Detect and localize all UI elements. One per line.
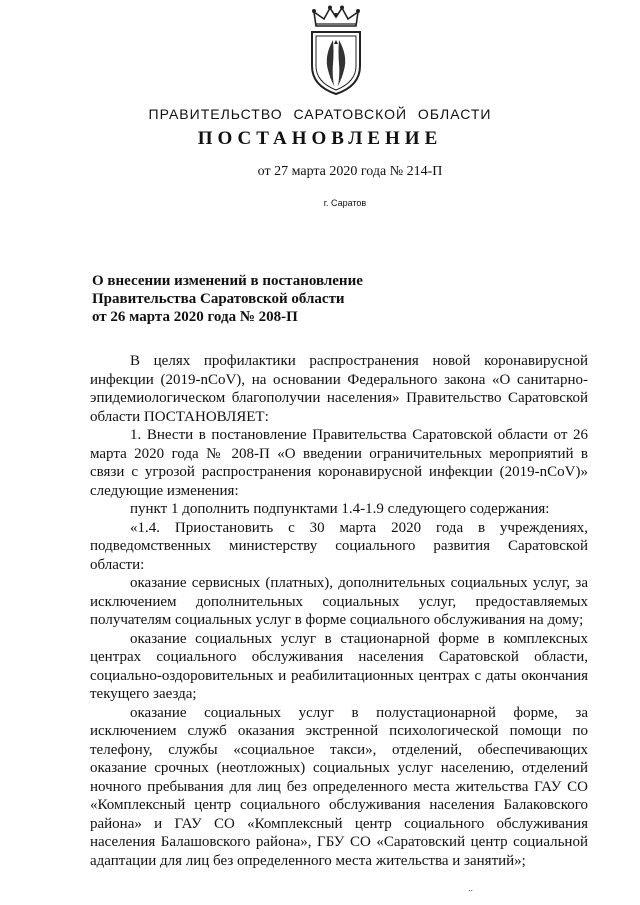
document-type-title: ПОСТАНОВЛЕНИЕ	[197, 128, 443, 149]
government-name: ПРАВИТЕЛЬСТВО САРАТОВСКОЙ ОБЛАСТИ	[148, 106, 492, 122]
body-paragraph: пункт 1 дополнить подпунктами 1.4-1.9 следующего содержания:	[130, 501, 550, 517]
subject-line: от 26 марта 2020 года № 208-П	[92, 309, 298, 325]
document-city: г. Саратов	[323, 198, 367, 208]
subject-line: О внесении изменений в постановление	[92, 273, 363, 289]
scan-mark: ..	[468, 883, 474, 893]
coat-of-arms-icon	[304, 4, 368, 96]
body-paragraph: оказание сервисных (платных), дополнительных социальных услуг, за исключением дополнительных социальных услуг, предоставляемых получателям социальных услуг в форме социального обслуживания на дому;	[90, 575, 588, 628]
body-paragraph: оказание социальных услуг в полустационарной форме, за исключением служб оказания экстренной психологической помощи по телефону, службы «социальное такси», отделений, обеспечивающих оказание срочных (неотложных) социальных услуг населению, отделений ночного пребывания для лиц без определенного места жительства ГАУ СО «Комплексный центр социального обслуживания населения Балаковского района» и ГАУ СО «Комплексный центр социального обслуживания населения Балашовского района», ГБУ СО «Саратовский центр социальной адаптации для лиц без определенного места жительства и занятий»;	[90, 704, 588, 869]
document-subject	[92, 272, 422, 326]
body-paragraph: 1. Внести в постановление Правительства Саратовской области от 26 марта 2020 года № 208-П «О введении ограничительных мероприятий в связи с угрозой распространения коронавирусной инфекции (2019-nCoV)» следующие изменения:	[90, 427, 588, 499]
document-date-number: от 27 марта 2020 года № 214-П	[257, 164, 443, 179]
subject-line: Правительства Саратовской области	[92, 291, 345, 307]
document-body	[90, 352, 588, 870]
body-paragraph: оказание социальных услуг в стационарной форме в комплексных центрах социального обслуживания населения Саратовской области, социально-оздоровительных и реабилитационных центрах с даты окончания текущего заезда;	[90, 630, 588, 702]
body-paragraph: В целях профилактики распространения новой коронавирусной инфекции (2019-nCoV), на основании Федерального закона «О санитарно-эпидемиологическом благополучии населения» Правительство Саратовской области ПОСТАНОВЛЯЕТ:	[90, 353, 588, 425]
body-paragraph: «1.4. Приостановить с 30 марта 2020 года в учреждениях, подведомственных министерству социального развития Саратовской области:	[90, 519, 588, 573]
